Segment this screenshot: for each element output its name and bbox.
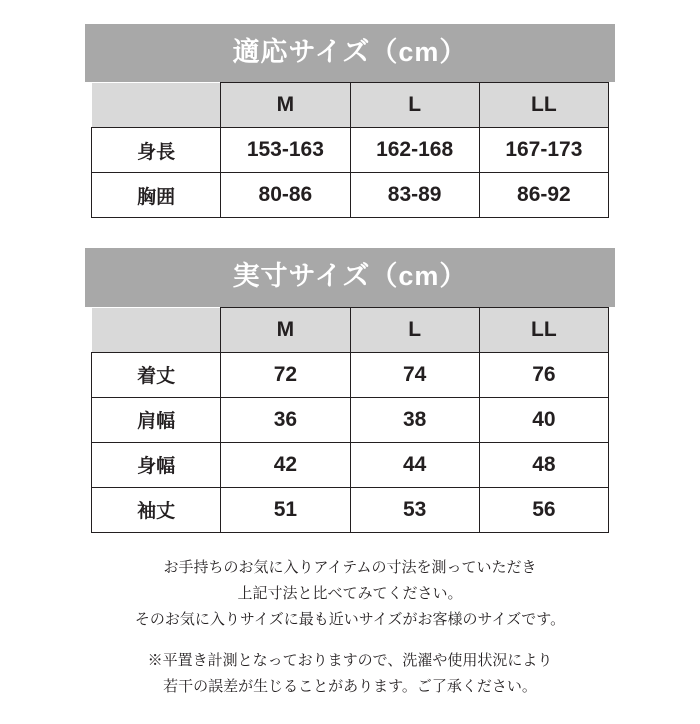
size-chart-page bbox=[0, 24, 700, 724]
note-line-5: 若干の誤差が生じることがあります。ご了承ください。 bbox=[163, 677, 537, 695]
column-header-ll: LL bbox=[479, 307, 608, 352]
cell-sleeve-ll: 56 bbox=[479, 487, 608, 532]
cell-chest-ll: 86-92 bbox=[479, 173, 608, 218]
table-row bbox=[92, 487, 609, 532]
column-header-l: L bbox=[350, 83, 479, 128]
cell-chest-l: 83-89 bbox=[350, 173, 479, 218]
section-heading-fit-size: 適応サイズ（cm） bbox=[85, 24, 615, 82]
table-row bbox=[92, 173, 609, 218]
fit-size-table-head bbox=[92, 83, 609, 128]
cell-sleeve-l: 53 bbox=[350, 487, 479, 532]
row-header-chest: 胸囲 bbox=[92, 173, 221, 218]
cell-height-l: 162-168 bbox=[350, 128, 479, 173]
column-header-ll: LL bbox=[479, 83, 608, 128]
row-header-shoulder: 肩幅 bbox=[92, 397, 221, 442]
cell-shoulder-l: 38 bbox=[350, 397, 479, 442]
cell-height-m: 153-163 bbox=[221, 128, 350, 173]
cell-width-ll: 48 bbox=[479, 442, 608, 487]
table-header-row bbox=[92, 307, 609, 352]
cell-width-l: 44 bbox=[350, 442, 479, 487]
table-header-row bbox=[92, 83, 609, 128]
section-heading-actual-size: 実寸サイズ（cm） bbox=[85, 248, 615, 306]
cell-sleeve-m: 51 bbox=[221, 487, 350, 532]
row-header-length: 着丈 bbox=[92, 352, 221, 397]
note-line-3: そのお気に入りサイズに最も近いサイズがお客様のサイズです。 bbox=[134, 611, 566, 629]
actual-size-table bbox=[91, 307, 609, 533]
row-header-height: 身長 bbox=[92, 128, 221, 173]
table-row bbox=[92, 397, 609, 442]
cell-length-m: 72 bbox=[221, 352, 350, 397]
note-line-1: お手持ちのお気に入りアイテムの寸法を測っていただき bbox=[163, 558, 537, 576]
cell-shoulder-ll: 40 bbox=[479, 397, 608, 442]
cell-width-m: 42 bbox=[221, 442, 350, 487]
column-header-l: L bbox=[350, 307, 479, 352]
notes-block bbox=[0, 555, 700, 700]
table-row bbox=[92, 352, 609, 397]
cell-length-ll: 76 bbox=[479, 352, 608, 397]
actual-size-table-body bbox=[92, 352, 609, 532]
cell-length-l: 74 bbox=[350, 352, 479, 397]
note-line-4: ※平置き計測となっておりますので、洗濯や使用状況により bbox=[147, 651, 553, 669]
actual-size-table-head bbox=[92, 307, 609, 352]
corner-cell bbox=[92, 83, 221, 128]
corner-cell bbox=[92, 307, 221, 352]
cell-chest-m: 80-86 bbox=[221, 173, 350, 218]
note-line-2: 上記寸法と比べてみてください。 bbox=[237, 585, 463, 603]
table-row bbox=[92, 442, 609, 487]
column-header-m: M bbox=[221, 307, 350, 352]
column-header-m: M bbox=[221, 83, 350, 128]
cell-height-ll: 167-173 bbox=[479, 128, 608, 173]
row-header-width: 身幅 bbox=[92, 442, 221, 487]
cell-shoulder-m: 36 bbox=[221, 397, 350, 442]
fit-size-table bbox=[91, 82, 609, 218]
fit-size-table-body bbox=[92, 128, 609, 218]
notes-spacer bbox=[0, 634, 700, 648]
row-header-sleeve: 袖丈 bbox=[92, 487, 221, 532]
table-row bbox=[92, 128, 609, 173]
